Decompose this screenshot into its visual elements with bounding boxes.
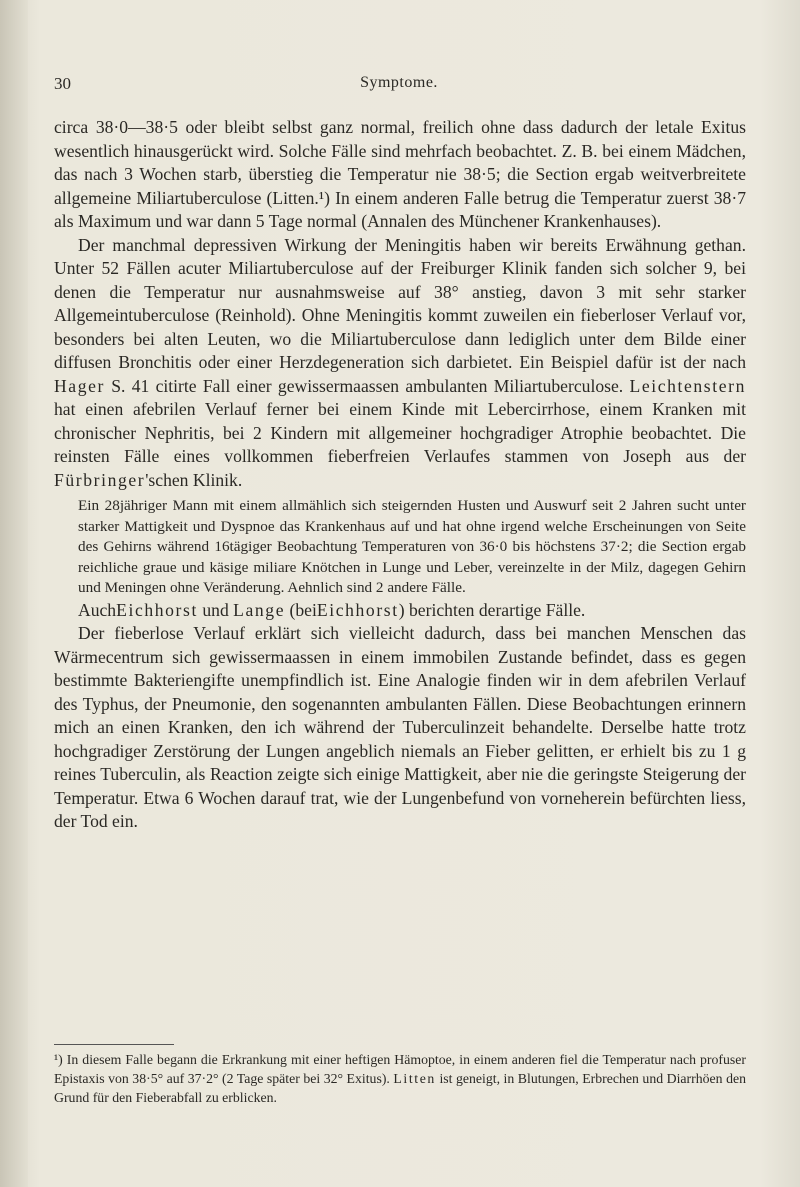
author-fuerbringer: Fürbringer [54, 469, 146, 490]
case-report: Ein 28jähriger Mann mit einem allmählich sich steigernden Husten und Auswurf seit 2 Jahren sucht unter starker Mattigkeit und Dyspnoe das Krankenhaus auf und hat ohne irgend welche Erscheinungen von Seite des Gehirns während 16tägiger Beobachtung Temperaturen von 36·0 bis höchstens 37·2; die Section ergab reichliche graue und käsige miliare Knötchen in Lunge und Leber, vereinzelte in der Milz, dagegen Gehirn und Meningen ohne Veränderung. Aehnlich sind 2 andere Fälle. [78, 497, 746, 596]
author-eichhorst-2: Eichhorst [316, 599, 399, 620]
author-litten: Litten [393, 1071, 436, 1086]
paragraph-1: circa 38·0—38·5 oder bleibt selbst ganz normal, freilich ohne dass dadurch der letale Exitus wesentlich hinausgerückt wird. Solche Fälle sind mehrfach beobachtet. Z. B. bei einem Mädchen, das nach 3 Wochen starb, überstieg die Temperatur nie 38·5; die Section ergab weitverbreitete allgemeine Miliartuberculose (Litten.¹) In einem anderen Falle betrug die Temperatur zuerst 38·7 als Maximum und war dann 5 Tage normal (Annalen des Münchener Krankenhauses). [54, 117, 746, 231]
body-text [54, 116, 746, 834]
author-leichtenstern: Leichtenstern [629, 375, 747, 396]
page-header [54, 74, 744, 94]
page-gutter [0, 0, 28, 1187]
footnote-rule [54, 1044, 174, 1045]
author-lange: Lange [233, 599, 286, 620]
footnote: ¹) In diesem Falle begann die Erkrankung mit einer heftigen Hämoptoe, in einem anderen fiel die Temperatur nach profuser Epistaxis von 38·5° auf 37·2° (2 Tage später bei 32° Exitus). Litten ist geneigt, in Blutungen, Erbrechen und Diarrhöen den Grund für den Fieberabfall zu erblicken. [54, 1052, 746, 1105]
paragraph-2: Der manchmal depressiven Wirkung der Meningitis haben wir bereits Erwähnung gethan. Unter 52 Fällen acuter Miliartuberculose auf der Freiburger Klinik fanden sich solcher 9, bei denen die Temperatur nur ausnahmsweise auf 38° anstieg, davon 3 mit sehr starker Allgemeintuberculose (Reinhold). Ohne Meningitis kommt zuweilen ein fieberloser Verlauf vor, besonders bei alten Leuten, wo die Miliartuberculose dann lediglich unter dem Bilde einer diffusen Bronchitis oder einer Herzdegeneration sich darbietet. Ein Beispiel dafür ist der nach Hager S. 41 citirte Fall einer gewissermaassen ambulanten Miliartuberculose. Leichtenstern hat einen afebrilen Verlauf ferner bei einem Kinde mit Lebercirrhose, einem Kranken mit chronischer Nephritis, bei 2 Kindern mit allgemeiner hochgradiger Atrophie beobachtet. Die reinsten Fälle eines vollkommen fieberfreien Verlaufes stammen von Joseph aus der Fürbringer'schen Klinik. [54, 234, 747, 490]
page-number: 30 [54, 74, 71, 93]
author-hager: Hager [54, 375, 105, 396]
running-title: Symptome. [360, 74, 438, 91]
paragraph-4: AuchEichhorst und Lange (beiEichhorst) berichten derartige Fälle. [78, 599, 586, 620]
author-eichhorst: Eichhorst [116, 599, 198, 620]
paragraph-5: Der fieberlose Verlauf erklärt sich vielleicht dadurch, dass bei manchen Menschen das Wärmecentrum sich gewissermaassen in einem immobilen Zustande befindet, dass es gegen bestimmte Bakteriengifte unempfindlich ist. Eine Analogie finden wir in dem afebrilen Verlauf des Typhus, der Pneumonie, den sogenannten ambulanten Fällen. Diese Beobachtungen erinnern mich an einen Kranken, den ich während der Tuberculinzeit behandelte. Derselbe hatte trotz hochgradiger Zerstörung der Lungen angeblich niemals an Fieber gelitten, er erhielt bis zu 1 g reines Tuberculin, als Reaction zeigte sich einige Mattigkeit, aber nie die geringste Steigerung der Temperatur. Etwa 6 Wochen darauf trat, wie der Lungenbefund von vorneherein befürchten liess, der Tod ein. [54, 623, 746, 831]
